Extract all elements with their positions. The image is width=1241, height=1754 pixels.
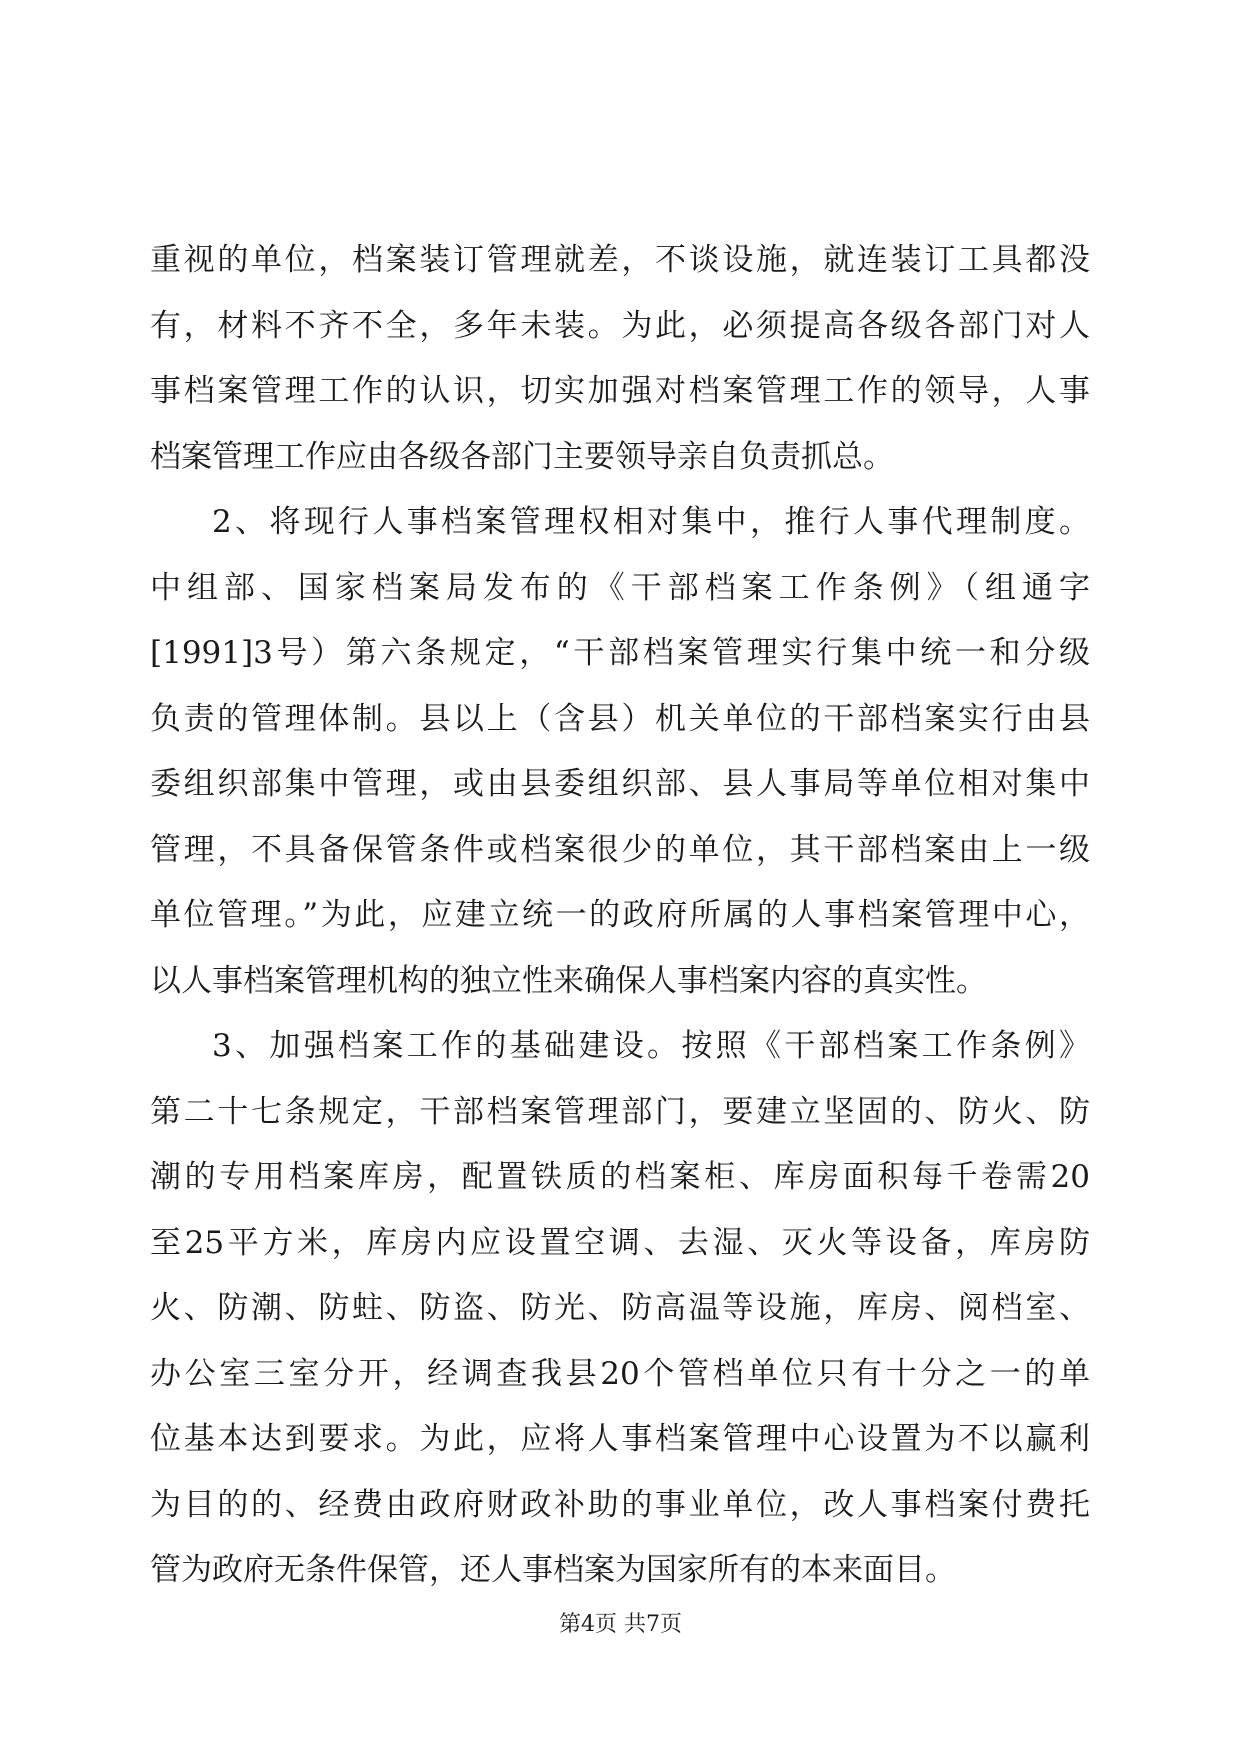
text-line: 委组织部集中管理，或由县委组织部、县人事局等单位相对集中 [150, 766, 1090, 802]
text-line: 管理，不具备保管条件或档案很少的单位，其干部档案由上一级 [150, 831, 1090, 868]
text-line: 档案管理工作应由各级各部门主要领导亲自负责抓总。 [150, 438, 894, 475]
page-footer: 第4页 共7页 [559, 1612, 682, 1637]
text-line: 中组部、国家档案局发布的《干部档案工作条例》（组通字 [150, 569, 1090, 606]
text-line: 负责的管理体制。县以上（含县）机关单位的干部档案实行由县 [150, 700, 1090, 737]
text-line: 有，材料不齐不全，多年未装。为此，必须提高各级各部门对人 [150, 307, 1090, 344]
text-line: 以人事档案管理机构的独立性来确保人事档案内容的真实性。 [150, 962, 987, 999]
text-line: [1991]3号）第六条规定，“干部档案管理实行集中统一和分级 [150, 635, 1090, 671]
text-line: 单位管理。”为此，应建立统一的政府所属的人事档案管理中心， [150, 897, 1090, 933]
text-line: 潮的专用档案库房，配置铁质的档案柜、库房面积每千卷需20 [150, 1159, 1090, 1195]
text-line: 为目的的、经费由政府财政补助的事业单位，改人事档案付费托 [150, 1486, 1090, 1523]
body-text [150, 228, 1090, 1604]
text-line: 3、加强档案工作的基础建设。按照《干部档案工作条例》 [212, 1028, 1090, 1064]
text-line: 至25平方米，库房内应设置空调、去湿、灭火等设备，库房防 [150, 1224, 1090, 1261]
text-line: 重视的单位，档案装订管理就差，不谈设施，就连装订工具都没 [150, 242, 1090, 278]
text-line: 火、防潮、防蛀、防盗、防光、防高温等设施，库房、阅档室、 [150, 1290, 1090, 1326]
text-line: 位基本达到要求。为此，应将人事档案管理中心设置为不以赢利 [150, 1421, 1090, 1457]
text-line: 第二十七条规定，干部档案管理部门，要建立坚固的、防火、防 [150, 1093, 1090, 1130]
text-line: 事档案管理工作的认识，切实加强对档案管理工作的领导，人事 [150, 373, 1090, 409]
text-line: 管为政府无条件保管，还人事档案为国家所有的本来面目。 [150, 1552, 956, 1588]
text-line: 办公室三室分开，经调查我县20个管档单位只有十分之一的单 [150, 1355, 1090, 1392]
text-line: 2、将现行人事档案管理权相对集中，推行人事代理制度。 [212, 504, 1090, 540]
